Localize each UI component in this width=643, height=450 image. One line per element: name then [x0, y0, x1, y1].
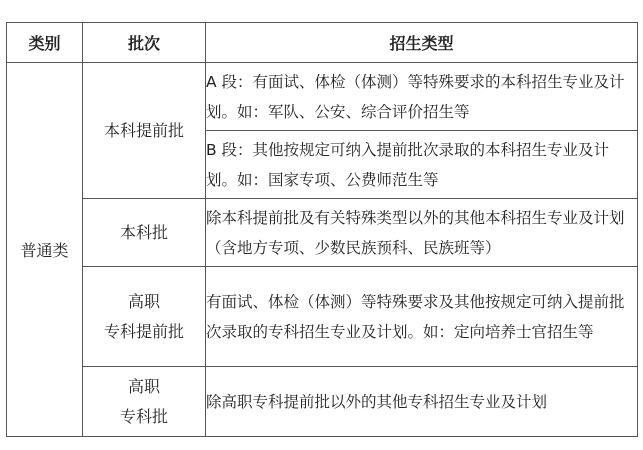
batch-cell-undergrad-early: 本科提前批: [83, 63, 206, 199]
table-row: [7, 63, 638, 131]
table-row: [7, 367, 638, 437]
batch-label-line: 专科提前批: [103, 321, 184, 341]
desc-cell-vocational: 除高职专科提前批以外的其他专科招生专业及计划: [206, 367, 638, 437]
batch-cell-vocational-early: [83, 267, 206, 367]
table-row: [7, 199, 638, 267]
category-cell: 普通类: [7, 63, 83, 437]
batch-label-line: 专科批: [119, 406, 168, 426]
header-row: [7, 23, 638, 63]
header-batch: 批次: [83, 23, 206, 63]
admission-batch-table: [6, 22, 638, 437]
batch-cell-vocational: [83, 367, 206, 437]
batch-cell-undergrad: 本科批: [83, 199, 206, 267]
batch-label-line: 高职: [127, 291, 160, 311]
header-admission-type: 招生类型: [206, 23, 638, 63]
desc-cell-segment-a: A 段：有面试、体检（体测）等特殊要求的本科招生专业及计划。如：军队、公安、综合评价招生等: [206, 63, 638, 131]
desc-cell-segment-b: B 段：其他按规定可纳入提前批次录取的本科招生专业及计划。如：国家专项、公费师范生等: [206, 131, 638, 199]
table-row: [7, 267, 638, 367]
header-category: 类别: [7, 23, 83, 63]
batch-label-line: 高职: [127, 376, 160, 396]
desc-cell-undergrad: 除本科提前批及有关特殊类型以外的其他本科招生专业及计划（含地方专项、少数民族预科、民族班等）: [206, 199, 638, 267]
desc-cell-vocational-early: 有面试、体检（体测）等特殊要求及其他按规定可纳入提前批次录取的专科招生专业及计划。如：定向培养士官招生等: [206, 267, 638, 367]
